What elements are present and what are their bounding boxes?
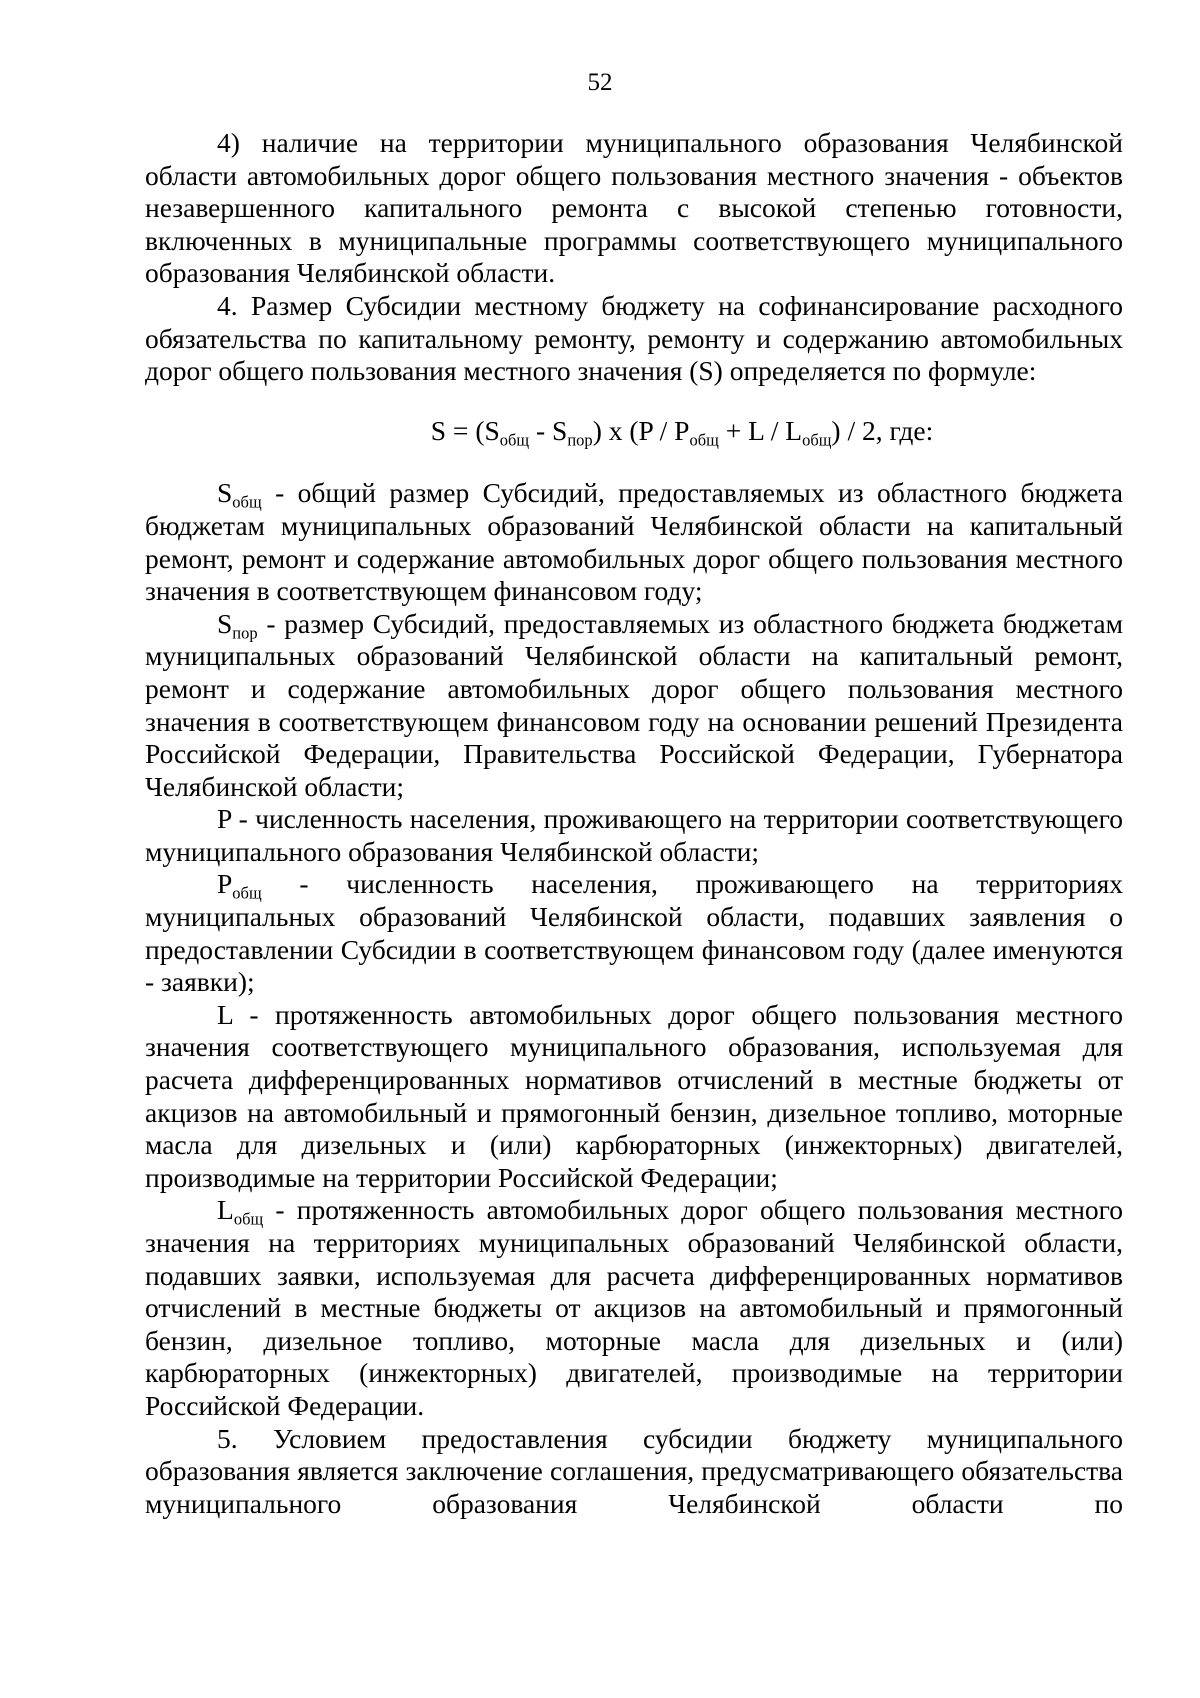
paragraph-item-4: 4) наличие на территории муниципального образования Челябинской области автомобильных дорог общего пользования местного значения - объектов незавершенного капитального ремонта с высокой степенью готовности, включенных в муниципальные программы соответствующего муниципального образования Челябинской области. (145, 127, 1123, 289)
definition-p: P - численность населения, проживающего на территории соответствующего муниципального образования Челябинской области; (145, 803, 1123, 867)
paragraph-5-condition: 5. Условием предоставления субсидии бюджету муниципального образования является заключение соглашения, предусматривающего обязательства муниципального образования Челябинской области по (145, 1422, 1123, 1519)
subsidy-formula: $S = (S_{общ} - S_{пор})$ x $(P / P_{общ} + L / L_{общ}) / 2$, где: (430, 414, 934, 450)
definition-l: L - протяженность автомобильных дорог общего пользования местного значения соответствующего муниципального образования, используемая для расчета дифференцированных нормативов отчислений в местные бюджеты от акцизов на автомобильный и прямогонный бензин, дизельное топливо, моторные масла для дизельных и (или) карбюраторных (инжекторных) двигателей, производимые на территории Российской Федерации; (145, 998, 1123, 1193)
paragraph-4-subsidy-size: 4. Размер Субсидии местному бюджету на софинансирование расходного обязательства по капитальному ремонту, ремонту и содержанию автомобильных дорог общего пользования местного значения (S) определяется по формуле: (145, 289, 1123, 387)
definition-s-total: $S_{общ}$ - общий размер Субсидий, предоставляемых из областного бюджета бюджетам муниципальных образований Челябинской области на капитальный ремонт, ремонт и содержание автомобильных дорог общего пользования местного значения в соответствующем финансовом году; (145, 477, 1123, 607)
definition-p-total: $P_{общ}$ - численность населения, проживающего на территориях муниципальных образований Челябинской области, подавших заявления о предоставлении Субсидии в соответствующем финансовом году (далее именуются - заявки); (145, 868, 1123, 998)
definition-l-total: $L_{общ}$ - протяженность автомобильных дорог общего пользования местного значения на территориях муниципальных образований Челябинской области, подавших заявки, используемая для расчета дифференцированных нормативов отчислений в местные бюджеты от акцизов на автомобильный и прямогонный бензин, дизельное топливо, моторные масла для дизельных и (или) карбюраторных (инжекторных) двигателей, производимые на территории Российской Федерации. (145, 1194, 1123, 1421)
document-body (145, 127, 1123, 1520)
page-number: 52 (587, 69, 613, 96)
definition-s-decision: $S_{пор}$ - размер Субсидий, предоставляемых из областного бюджета бюджетам муниципальных образований Челябинской области на капитальный ремонт, ремонт и содержание автомобильных дорог общего пользования местного значения в соответствующем финансовом году на основании решений Президента Российской Федерации, Правительства Российской Федерации, Губернатора Челябинской области; (145, 607, 1123, 802)
